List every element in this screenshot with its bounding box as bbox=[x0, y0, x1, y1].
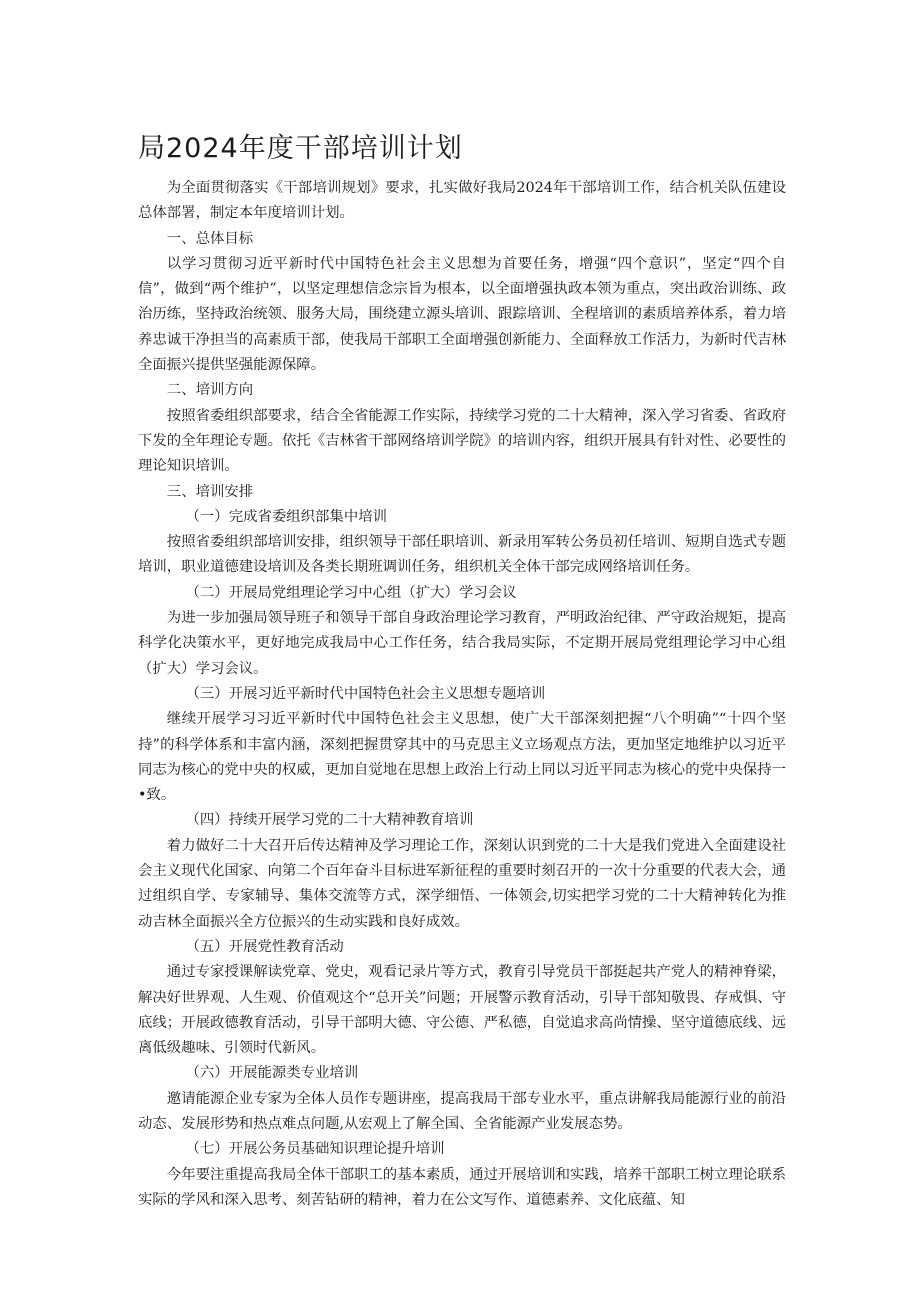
subsection-heading: （三）开展习近平新时代中国特色社会主义思想专题培训 bbox=[185, 685, 546, 702]
subsection-text: 通过专家授课解读党章、党史，观看记录片等方式，教育引导党员干部挺起共产党人的精神脊梁，解决好世界观、人生观、价值观这个“总开关”问题；开展警示教育活动，引导干部知敬畏、存戒惧、守底线；开展政德教育活动，引导干部明大德、守公德、严私德，自觉追求高尚情操、坚守道德底线、远离低级趣味、引领时代新风。 bbox=[138, 964, 786, 1057]
section-heading-goals: 一、总体目标 bbox=[166, 230, 254, 247]
subsection-heading: （五）开展党性教育活动 bbox=[185, 938, 344, 955]
section-text-direction: 按照省委组织部要求，结合全省能源工作实际，持续学习党的二十大精神，深入学习省委、省政府下发的全年理论专题。依托《吉林省干部网络培训学院》的培训内容，组织开展具有针对性、必要性的理论知识培训。 bbox=[138, 407, 786, 475]
section-heading-arrangement: 三、培训安排 bbox=[166, 483, 254, 500]
subsection-heading: （七）开展公务员基础知识理论提升培训 bbox=[185, 1141, 445, 1158]
subsection-text: 着力做好二十大召开后传达精神及学习理论工作，深刻认识到党的二十大是我们党进入全面建设社会主义现代化国家、向第二个百年奋斗目标进军新征程的重要时刻召开的一次十分重要的代表大会，通过组织自学、专家辅导、集体交流等方式，深学细悟、一体领会,切实把学习党的二十大精神转化为推动吉林全面振兴全方位振兴的生动实践和良好成效。 bbox=[138, 837, 786, 930]
subsection-text: 邀请能源企业专家为全体人员作专题讲座，提高我局干部专业水平，重点讲解我局能源行业的前沿动态、发展形势和热点难点问题,从宏观上了解全国、全省能源产业发展态势。 bbox=[138, 1090, 786, 1132]
intro-paragraph: 为全面贯彻落实《干部培训规划》要求，扎实做好我局2024年干部培训工作，结合机关队伍建设总体部署，制定本年度培训计划。 bbox=[138, 180, 786, 222]
document-body bbox=[138, 176, 786, 1213]
section-text-goals: 以学习贯彻习近平新时代中国特色社会主义思想为首要任务，增强“四个意识”，坚定“四个自信”，做到“两个维护”，以坚定理想信念宗旨为根本，以全面增强执政本领为重点，突出政治训练、政治历练，坚持政治统领、服务大局，围绕建立源头培训、跟踪培训、全程培训的素质培养体系，着力培养忠诚干净担当的高素质干部，使我局干部职工全面增强创新能力、全面释放工作活力，为新时代吉林全面振兴提供坚强能源保障。 bbox=[138, 255, 786, 374]
subsection-text: 继续开展学习习近平新时代中国特色社会主义思想，使广大干部深刻把握“八个明确”“十四个坚持”的科学体系和丰富内涵，深刻把握贯穿其中的马克思主义立场观点方法，更加坚定地维护以习近平同志为核心的党中央的权威，更加自觉地在思想上政治上行动上同以习近平同志为核心的党中央保持一•致。 bbox=[138, 711, 786, 804]
subsection-text: 为进一步加强局领导班子和领导干部自身政治理论学习教育，严明政治纪律、严守政治规矩，提高科学化决策水平，更好地完成我局中心工作任务，结合我局实际，不定期开展局党组理论学习中心组（扩大）学习会议。 bbox=[138, 610, 786, 677]
subsection-heading: （四）持续开展学习党的二十大精神教育培训 bbox=[185, 812, 474, 829]
subsection-heading: （六）开展能源类专业培训 bbox=[185, 1065, 359, 1082]
subsection-heading: （二）开展局党组理论学习中心组（扩大）学习会议 bbox=[185, 584, 517, 601]
document-title: 局2024年度干部培训计划 bbox=[138, 133, 463, 164]
subsection-text: 今年要注重提高我局全体干部职工的基本素质，通过开展培训和实践，培养干部职工树立理论联系实际的学风和深入思考、刻苦钻研的精神，着力在公文写作、道德素养、文化底蕴、知 bbox=[138, 1166, 786, 1208]
section-heading-direction: 二、培训方向 bbox=[166, 382, 254, 399]
subsection-text: 按照省委组织部培训安排，组织领导干部任职培训、新录用军转公务员初任培训、短期自选式专题培训，职业道德建设培训及各类长期班调训任务，组织机关全体干部完成网络培训任务。 bbox=[138, 534, 786, 576]
subsection-heading: （一）完成省委组织部集中培训 bbox=[185, 508, 387, 525]
